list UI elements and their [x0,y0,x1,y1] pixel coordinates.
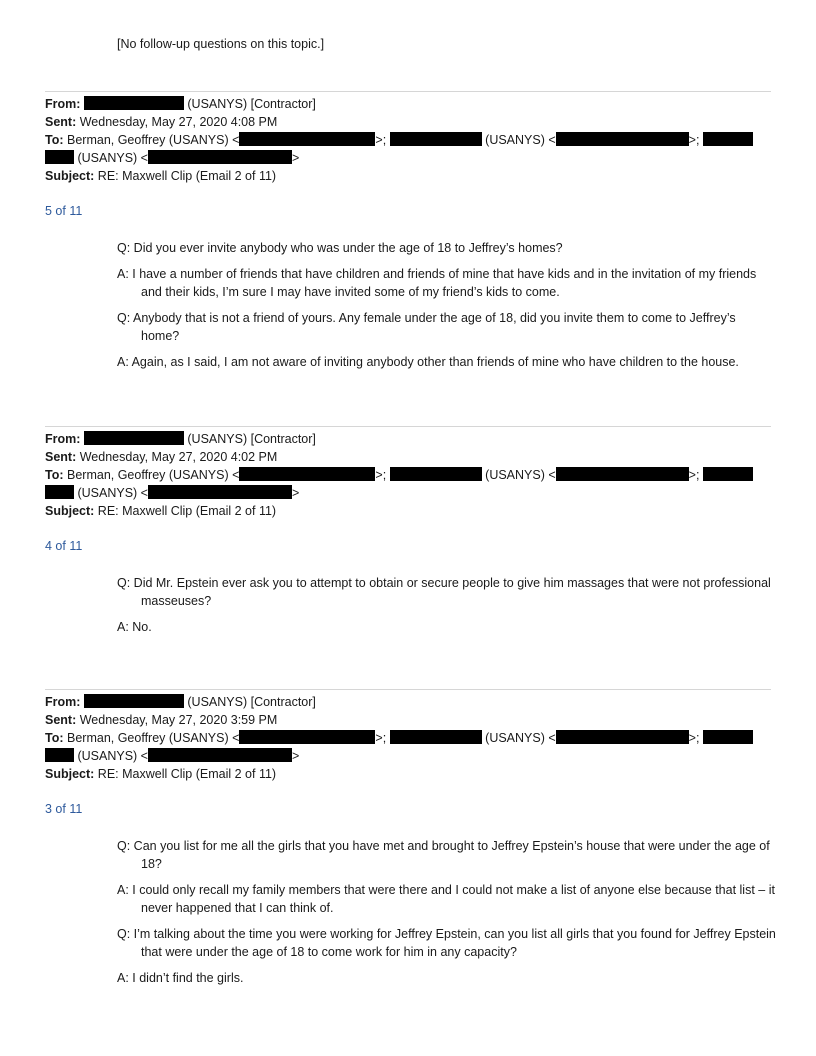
sent-value: Wednesday, May 27, 2020 4:02 PM [79,450,278,464]
to-recipient: (USANYS) < [485,468,556,482]
subject-label: Subject: [45,169,95,183]
to-line [45,466,753,484]
to-line-continued [45,149,299,167]
to-recipient: (USANYS) < [77,749,148,763]
to-separator: >; [375,133,387,147]
redaction-box [45,748,74,762]
to-label: To: [45,133,64,147]
clip-counter: 4 of 11 [45,539,83,553]
to-recipient: (USANYS) < [485,731,556,745]
redaction-box [84,96,184,110]
to-line [45,131,753,149]
to-separator: > [292,749,300,763]
redaction-box [84,431,184,445]
from-value: (USANYS) [Contractor] [187,695,316,709]
email-divider [45,91,771,92]
transcript-line: Q: I’m talking about the time you were working for Jeffrey Epstein, can you list all girls that you found for Jeffrey Epstein that were under the age of 18 to come work for him in any capacity? [117,927,776,959]
transcript-line: A: I have a number of friends that have children and friends of mine that have kids and in the invitation of my friends and their kids, I’m sure I may have invited some of my friend’s kids to come. [117,267,757,299]
redaction-box [390,467,482,481]
redaction-box [45,150,74,164]
to-separator: >; [688,133,700,147]
from-label: From: [45,97,81,111]
to-recipient: (USANYS) < [77,486,148,500]
to-recipient: (USANYS) < [77,151,148,165]
from-line [45,693,316,711]
from-label: From: [45,432,81,446]
redaction-box [703,132,753,146]
redaction-box [239,132,375,146]
redaction-box [84,694,184,708]
redaction-box [148,150,292,164]
to-separator: >; [688,468,700,482]
sent-value: Wednesday, May 27, 2020 3:59 PM [79,713,278,727]
email-divider [45,426,771,427]
from-value: (USANYS) [Contractor] [187,432,316,446]
sent-label: Sent: [45,713,77,727]
transcript-line: Q: Did you ever invite anybody who was under the age of 18 to Jeffrey’s homes? [117,241,563,255]
to-separator: >; [375,731,387,745]
to-recipient: (USANYS) < [485,133,556,147]
subject-line [45,502,276,520]
to-separator: >; [688,731,700,745]
subject-label: Subject: [45,767,95,781]
redaction-box [239,730,375,744]
subject-value: RE: Maxwell Clip (Email 2 of 11) [97,767,277,781]
transcript-line: A: Again, as I said, I am not aware of inviting anybody other than friends of mine who have children to the house. [117,355,739,369]
subject-line [45,765,276,783]
subject-label: Subject: [45,504,95,518]
to-line [45,729,753,747]
to-separator: >; [375,468,387,482]
to-line-continued [45,484,299,502]
to-recipient: Berman, Geoffrey (USANYS) < [67,468,240,482]
to-label: To: [45,468,64,482]
subject-value: RE: Maxwell Clip (Email 2 of 11) [97,504,277,518]
from-value: (USANYS) [Contractor] [187,97,316,111]
to-recipient: Berman, Geoffrey (USANYS) < [67,133,240,147]
transcript-line: A: I could only recall my family members that were there and I could not make a list of anyone else because that list – it never happened that I can think of. [117,883,775,915]
no-follow-up-note: [No follow-up questions on this topic.] [117,37,325,51]
subject-line [45,167,276,185]
from-line [45,95,316,113]
transcript-line: Q: Did Mr. Epstein ever ask you to attempt to obtain or secure people to give him massages that were not professional masseuses? [117,576,771,608]
transcript-line: Q: Anybody that is not a friend of yours. Any female under the age of 18, did you invite them to come to Jeffrey’s home? [117,311,736,343]
sent-label: Sent: [45,450,77,464]
subject-value: RE: Maxwell Clip (Email 2 of 11) [97,169,277,183]
redaction-box [703,730,753,744]
transcript-line: A: No. [117,620,152,634]
from-label: From: [45,695,81,709]
redaction-box [556,467,689,481]
transcript-line: Q: Can you list for me all the girls that you have met and brought to Jeffrey Epstein’s house that were under the age of 18? [117,839,770,871]
to-recipient: Berman, Geoffrey (USANYS) < [67,731,240,745]
sent-line [45,711,277,729]
redaction-box [703,467,753,481]
redaction-box [556,730,689,744]
clip-counter: 3 of 11 [45,802,83,816]
to-line-continued [45,747,299,765]
sent-line [45,448,277,466]
clip-counter: 5 of 11 [45,204,83,218]
redaction-box [390,132,482,146]
redaction-box [148,485,292,499]
transcript-line: A: I didn’t find the girls. [117,971,244,985]
sent-label: Sent: [45,115,77,129]
from-line [45,430,316,448]
redaction-box [390,730,482,744]
redaction-box [45,485,74,499]
to-label: To: [45,731,64,745]
to-separator: > [292,151,300,165]
email-divider [45,689,771,690]
redaction-box [148,748,292,762]
redaction-box [239,467,375,481]
sent-line [45,113,277,131]
sent-value: Wednesday, May 27, 2020 4:08 PM [79,115,278,129]
to-separator: > [292,486,300,500]
redaction-box [556,132,689,146]
